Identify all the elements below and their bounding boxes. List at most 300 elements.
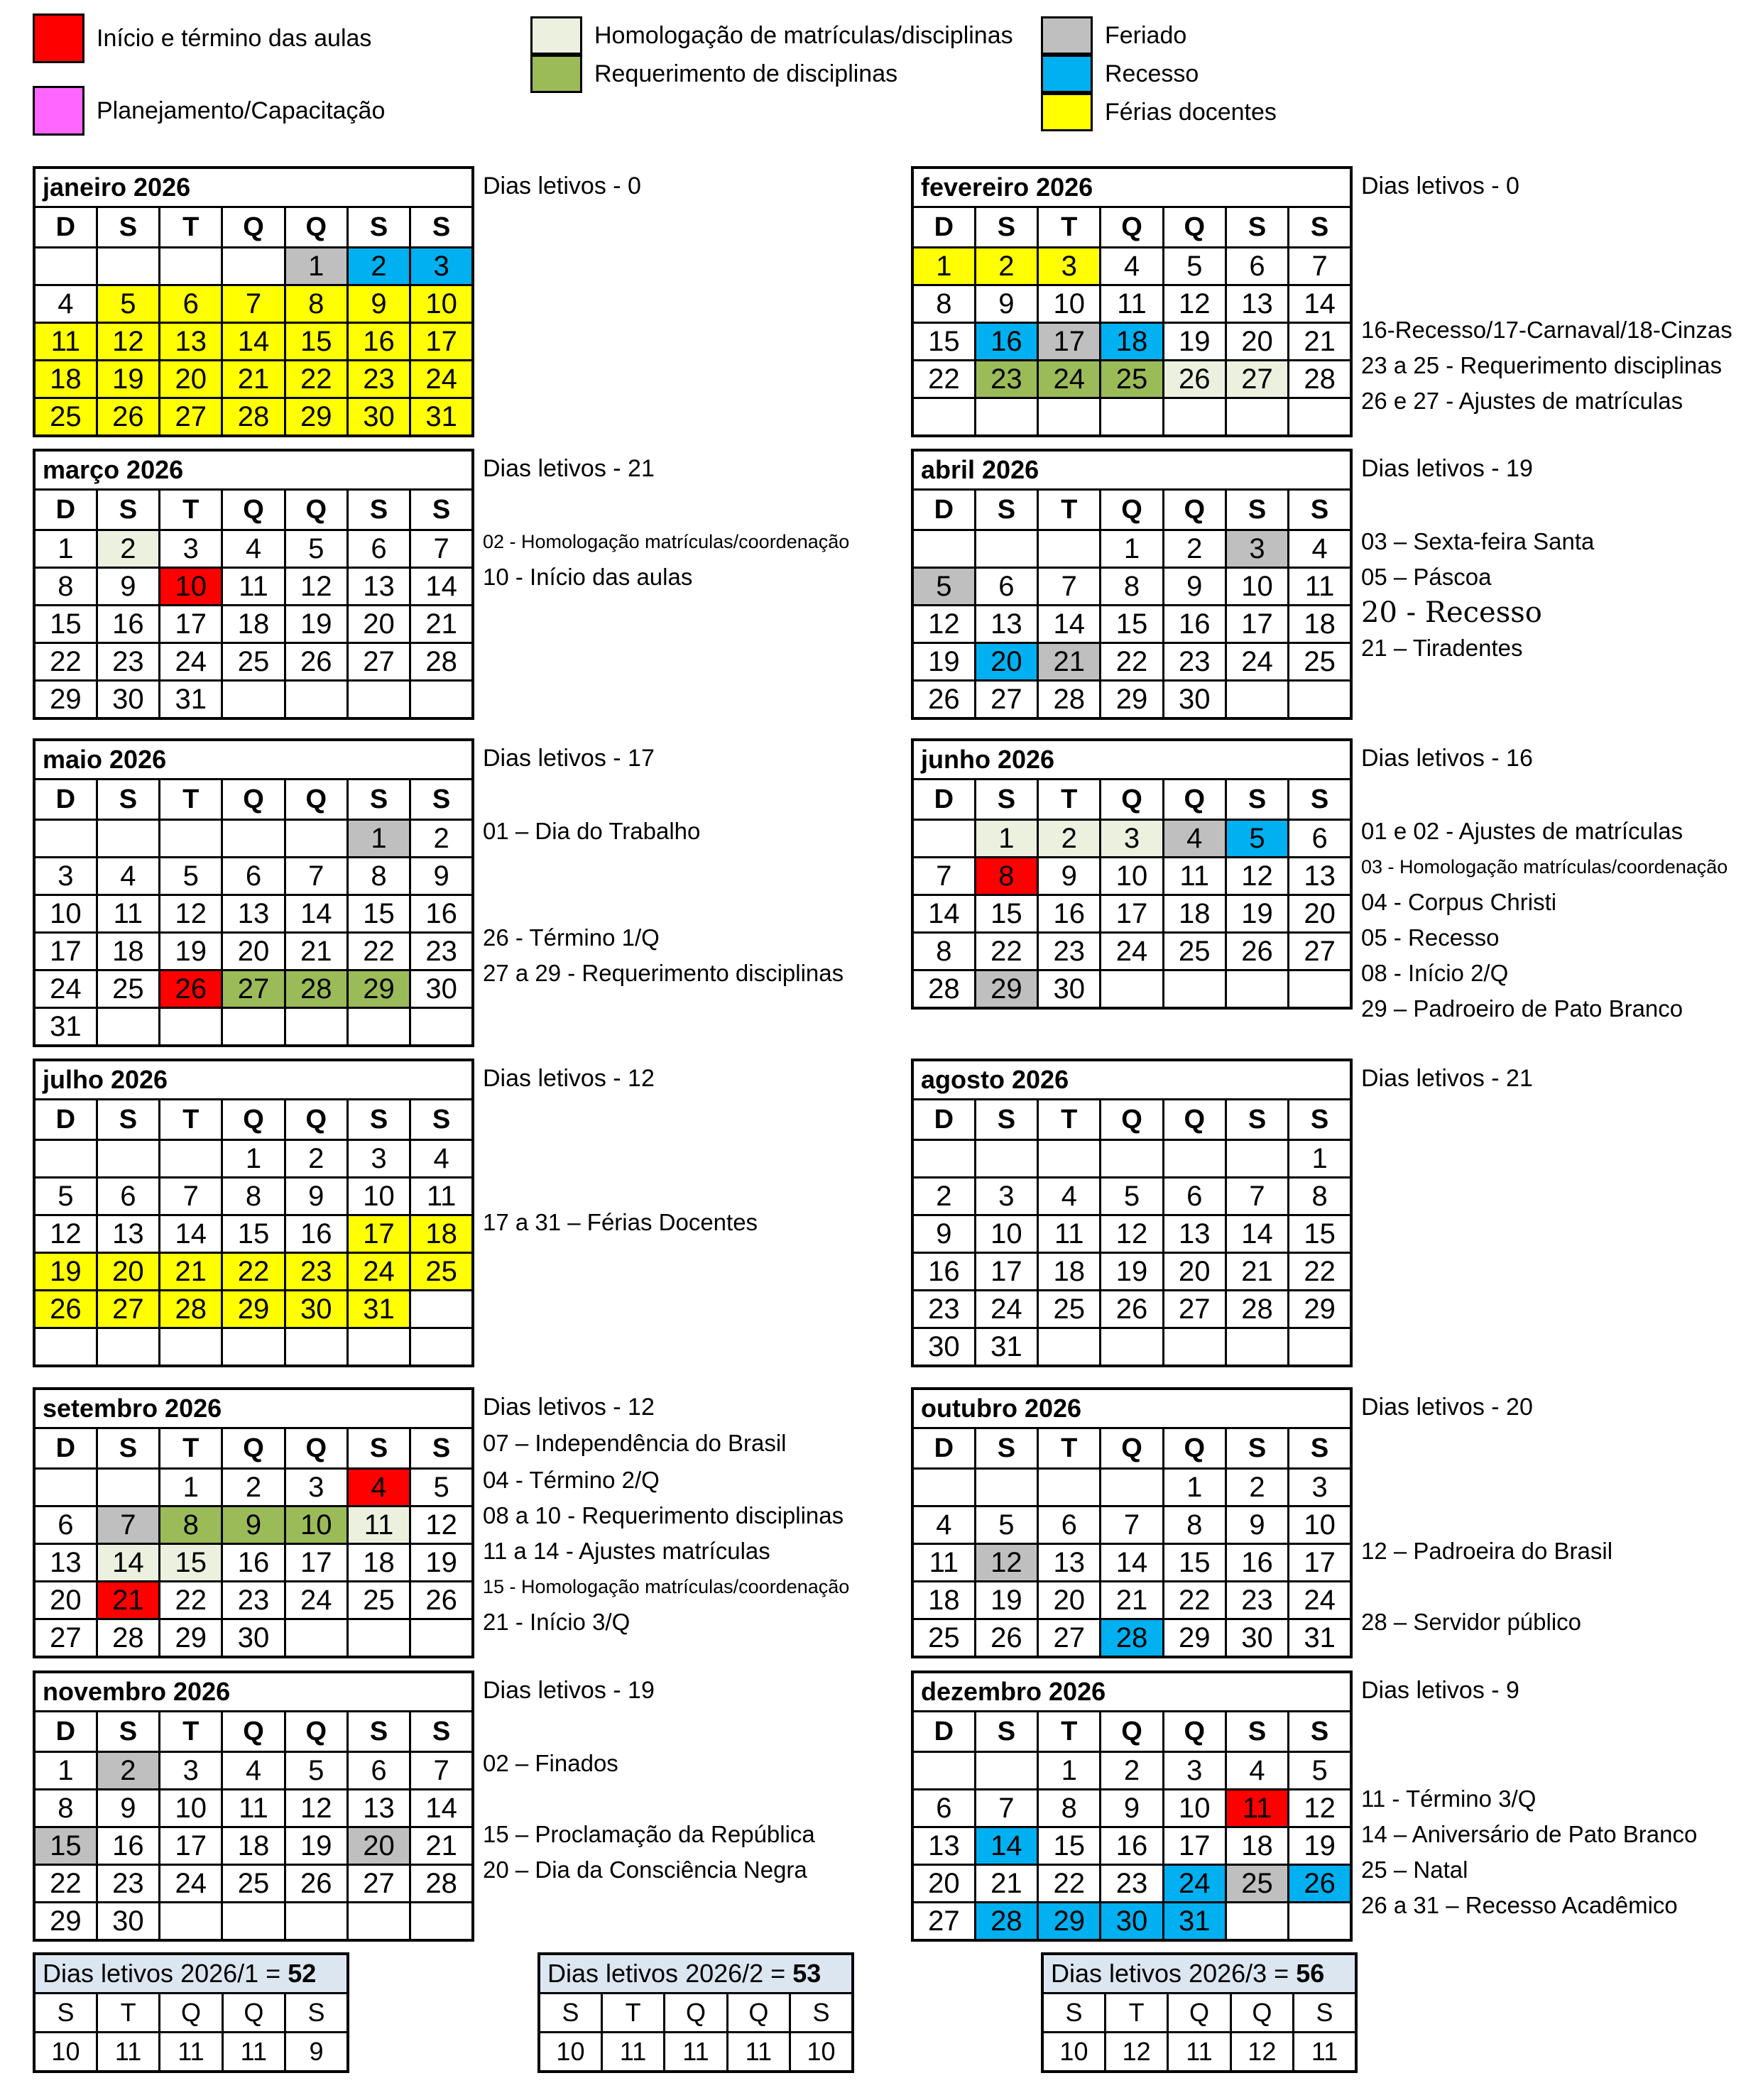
day-cell: 19: [34, 1253, 97, 1291]
weekday-header: S: [1289, 1428, 1351, 1469]
day-cell: 12: [97, 323, 159, 361]
day-cell: 19: [975, 1582, 1037, 1619]
day-cell: 4: [347, 1469, 410, 1506]
month-table: [911, 1387, 1353, 1658]
day-cell: 11: [410, 1178, 473, 1215]
day-cell: 21: [1226, 1253, 1288, 1291]
month-title: março 2026: [34, 450, 473, 490]
day-cell: 22: [1289, 1253, 1351, 1291]
summary-total: 53: [792, 1959, 822, 1988]
day-cell: [285, 1903, 347, 1941]
summary-block-2: [537, 1952, 854, 2073]
day-cell: 3: [160, 530, 222, 568]
day-cell: 14: [975, 1827, 1037, 1865]
day-cell: 13: [975, 606, 1037, 643]
day-cell: 1: [34, 1752, 97, 1790]
day-cell: 5: [912, 568, 975, 606]
day-cell: 24: [410, 361, 473, 398]
month-note: 26 - Término 1/Q: [483, 924, 660, 951]
day-cell: 9: [347, 285, 410, 323]
day-cell: 11: [34, 323, 97, 361]
weekday-header: Q: [1163, 490, 1226, 530]
day-cell: 24: [285, 1582, 347, 1619]
legend-swatch-l: [530, 16, 582, 55]
day-cell: 4: [97, 858, 159, 895]
day-cell: [1226, 1903, 1288, 1941]
month-outubro: [911, 1387, 1613, 1658]
day-cell: 24: [347, 1253, 410, 1291]
day-cell: 17: [1101, 895, 1163, 933]
day-cell: 12: [34, 1215, 97, 1253]
day-cell: 16: [1038, 895, 1101, 933]
day-cell: 11: [1289, 568, 1351, 606]
weekday-header: Q: [222, 1428, 285, 1469]
day-cell: [97, 1008, 159, 1046]
day-cell: 30: [347, 398, 410, 437]
day-cell: 31: [347, 1291, 410, 1328]
day-cell: [347, 1903, 410, 1941]
day-cell: 2: [97, 530, 159, 568]
day-cell: 27: [1226, 361, 1288, 398]
day-cell: 17: [160, 1827, 222, 1865]
weekday-header: Q: [285, 1100, 347, 1140]
day-cell: 18: [222, 1827, 285, 1865]
day-cell: 21: [285, 933, 347, 970]
day-cell: [34, 1469, 97, 1506]
day-cell: 18: [1101, 323, 1163, 361]
day-cell: 4: [222, 1752, 285, 1790]
day-cell: 11: [97, 895, 159, 933]
month-note: 02 – Finados: [483, 1750, 618, 1776]
month-table: [33, 1387, 474, 1658]
day-cell: 4: [410, 1140, 473, 1178]
month-title: julho 2026: [34, 1060, 473, 1100]
summary-title: [34, 1954, 348, 1994]
day-cell: 20: [1289, 895, 1351, 933]
weekday-header: S: [347, 1428, 410, 1469]
day-cell: [975, 1752, 1037, 1790]
day-cell: 10: [1226, 568, 1288, 606]
month-note: 29 – Padroeiro de Pato Branco: [1361, 995, 1683, 1022]
day-cell: [1226, 398, 1288, 437]
dias-letivos-label: Dias letivos - 0: [1361, 173, 1519, 199]
day-cell: [222, 248, 285, 285]
day-cell: 19: [285, 1827, 347, 1865]
day-cell: 1: [912, 248, 975, 285]
month-title: dezembro 2026: [912, 1672, 1351, 1712]
weekday-header: S: [347, 490, 410, 530]
weekday-header: S: [97, 780, 159, 820]
legend-label: Requerimento de disciplinas: [594, 60, 898, 87]
day-cell: 8: [347, 858, 410, 895]
summary-table: [537, 1952, 854, 2073]
day-cell: 29: [1038, 1903, 1101, 1941]
summary-weekday-header: Q: [1168, 1994, 1230, 2033]
day-cell: 12: [912, 606, 975, 643]
day-cell: 29: [160, 1619, 222, 1658]
day-cell: [1163, 398, 1226, 437]
day-cell: [34, 1328, 97, 1367]
day-cell: [1038, 1469, 1101, 1506]
day-cell: 14: [912, 895, 975, 933]
day-cell: 3: [410, 248, 473, 285]
month-junho: [911, 738, 1728, 1022]
day-cell: 19: [160, 933, 222, 970]
day-cell: [160, 820, 222, 858]
day-cell: 17: [1038, 323, 1101, 361]
day-cell: 2: [222, 1469, 285, 1506]
day-cell: 13: [34, 1544, 97, 1582]
day-cell: 26: [285, 643, 347, 681]
summary-title: [1042, 1954, 1356, 1994]
summary-weekday-header: T: [1105, 1994, 1167, 2033]
summary-weekday-header: Q: [222, 1994, 285, 2033]
day-cell: 20: [1226, 323, 1288, 361]
day-cell: 8: [912, 285, 975, 323]
day-cell: 10: [160, 568, 222, 606]
day-cell: 30: [1226, 1619, 1288, 1658]
day-cell: 13: [160, 323, 222, 361]
day-cell: 7: [97, 1506, 159, 1544]
weekday-header: S: [410, 780, 473, 820]
dias-letivos-label: Dias letivos - 20: [1361, 1394, 1533, 1421]
legend-label: Início e término das aulas: [97, 25, 372, 52]
day-cell: 6: [222, 858, 285, 895]
day-cell: 10: [1289, 1506, 1351, 1544]
day-cell: 7: [1226, 1178, 1288, 1215]
day-cell: 5: [97, 285, 159, 323]
day-cell: [1038, 530, 1101, 568]
day-cell: 11: [222, 568, 285, 606]
day-cell: 23: [347, 361, 410, 398]
day-cell: 4: [34, 285, 97, 323]
day-cell: 9: [1038, 858, 1101, 895]
day-cell: 9: [97, 1790, 159, 1827]
day-cell: 26: [1101, 1291, 1163, 1328]
day-cell: 5: [1101, 1178, 1163, 1215]
day-cell: 8: [285, 285, 347, 323]
summary-weekday-header: Q: [160, 1994, 222, 2033]
day-cell: [1101, 398, 1163, 437]
month-note: 15 – Proclamação da República: [483, 1821, 815, 1847]
day-cell: [1038, 1328, 1101, 1367]
day-cell: 1: [34, 530, 97, 568]
day-cell: 14: [1226, 1215, 1288, 1253]
month-note: 23 a 25 - Requerimento disciplinas: [1361, 352, 1723, 378]
day-cell: 10: [1038, 285, 1101, 323]
day-cell: 8: [34, 1790, 97, 1827]
day-cell: 14: [222, 323, 285, 361]
day-cell: 18: [1163, 895, 1226, 933]
day-cell: 3: [285, 1469, 347, 1506]
day-cell: 7: [912, 858, 975, 895]
weekday-header: T: [1038, 207, 1101, 248]
summary-value-cell: 11: [727, 2033, 790, 2072]
summary-weekday-header: S: [34, 1994, 97, 2033]
weekday-header: Q: [222, 780, 285, 820]
weekday-header: S: [1289, 1712, 1351, 1752]
day-cell: 10: [410, 285, 473, 323]
day-cell: 26: [1226, 933, 1288, 970]
summary-weekday-header: S: [790, 1994, 853, 2033]
weekday-header: D: [34, 780, 97, 820]
day-cell: 19: [1101, 1253, 1163, 1291]
month-note: 25 – Natal: [1361, 1856, 1468, 1883]
weekday-header: S: [1289, 490, 1351, 530]
day-cell: 13: [1289, 858, 1351, 895]
legend-swatch-r: [33, 13, 84, 63]
day-cell: 29: [34, 1903, 97, 1941]
weekday-header: D: [912, 490, 975, 530]
legend-label: Planejamento/Capacitação: [97, 97, 386, 124]
day-cell: 18: [34, 361, 97, 398]
day-cell: [912, 1752, 975, 1790]
day-cell: 23: [1101, 1865, 1163, 1903]
day-cell: 17: [285, 1544, 347, 1582]
month-note: 04 - Corpus Christi: [1361, 889, 1557, 915]
day-cell: 4: [1101, 248, 1163, 285]
day-cell: 23: [97, 1865, 159, 1903]
day-cell: 23: [1038, 933, 1101, 970]
weekday-header: Q: [1101, 490, 1163, 530]
day-cell: 5: [1289, 1752, 1351, 1790]
day-cell: 8: [1163, 1506, 1226, 1544]
summary-weekday-header: Q: [727, 1994, 790, 2033]
weekday-header: D: [34, 1428, 97, 1469]
day-cell: 22: [160, 1582, 222, 1619]
day-cell: 12: [1101, 1215, 1163, 1253]
day-cell: 31: [160, 681, 222, 719]
day-cell: 1: [285, 248, 347, 285]
day-cell: [975, 398, 1037, 437]
day-cell: 23: [410, 933, 473, 970]
day-cell: 9: [285, 1178, 347, 1215]
dias-letivos-label: Dias letivos - 19: [483, 1677, 655, 1704]
day-cell: 8: [34, 568, 97, 606]
day-cell: 9: [222, 1506, 285, 1544]
day-cell: 6: [1226, 248, 1288, 285]
day-cell: 3: [1038, 248, 1101, 285]
month-note: 10 - Início das aulas: [483, 564, 693, 590]
weekday-header: Q: [1163, 1428, 1226, 1469]
day-cell: 28: [285, 970, 347, 1008]
weekday-header: S: [410, 1712, 473, 1752]
day-cell: 5: [1226, 820, 1288, 858]
day-cell: 24: [160, 643, 222, 681]
day-cell: 10: [285, 1506, 347, 1544]
weekday-header: T: [1038, 490, 1101, 530]
day-cell: 29: [285, 398, 347, 437]
day-cell: [285, 1328, 347, 1367]
day-cell: [1226, 970, 1288, 1009]
day-cell: 27: [160, 398, 222, 437]
day-cell: [975, 1469, 1037, 1506]
day-cell: 16: [912, 1253, 975, 1291]
summary-weekday-header: S: [1294, 1994, 1356, 2033]
day-cell: 27: [222, 970, 285, 1008]
day-cell: [222, 1008, 285, 1046]
day-cell: 26: [1163, 361, 1226, 398]
month-title: junho 2026: [912, 740, 1351, 780]
summary-value-cell: 10: [1042, 2033, 1105, 2072]
dias-letivos-label: Dias letivos - 19: [1361, 455, 1533, 482]
day-cell: 5: [160, 858, 222, 895]
summary-title-text: Dias letivos 2026/3 =: [1051, 1959, 1297, 1988]
month-note: 20 - Recesso: [1361, 596, 1542, 629]
day-cell: 1: [1101, 530, 1163, 568]
day-cell: 6: [1038, 1506, 1101, 1544]
summary-value-cell: 11: [1294, 2033, 1356, 2072]
day-cell: 7: [1289, 248, 1351, 285]
day-cell: 11: [1038, 1215, 1101, 1253]
day-cell: 3: [1163, 1752, 1226, 1790]
day-cell: [97, 1328, 159, 1367]
day-cell: 18: [1038, 1253, 1101, 1291]
day-cell: 7: [222, 285, 285, 323]
day-cell: 19: [1289, 1827, 1351, 1865]
day-cell: [1101, 970, 1163, 1009]
day-cell: 16: [97, 606, 159, 643]
dias-letivos-label: Dias letivos - 21: [1361, 1065, 1533, 1092]
day-cell: 4: [222, 530, 285, 568]
weekday-header: S: [1226, 780, 1288, 820]
weekday-header: Q: [285, 1712, 347, 1752]
day-cell: [160, 248, 222, 285]
dias-letivos-label: Dias letivos - 9: [1361, 1677, 1519, 1704]
day-cell: [1226, 681, 1288, 719]
day-cell: 8: [160, 1506, 222, 1544]
month-table: [33, 1059, 474, 1367]
day-cell: [1163, 1140, 1226, 1178]
day-cell: 20: [222, 933, 285, 970]
weekday-header: S: [975, 490, 1037, 530]
day-cell: 24: [34, 970, 97, 1008]
day-cell: 18: [1226, 1827, 1288, 1865]
day-cell: [222, 820, 285, 858]
day-cell: [347, 1619, 410, 1658]
month-julho: [33, 1059, 758, 1367]
month-note: 11 - Término 3/Q: [1361, 1785, 1537, 1812]
day-cell: 29: [1163, 1619, 1226, 1658]
day-cell: 8: [975, 858, 1037, 895]
day-cell: 13: [222, 895, 285, 933]
day-cell: 25: [222, 1865, 285, 1903]
day-cell: 28: [1038, 681, 1101, 719]
month-table: [911, 449, 1353, 720]
day-cell: 14: [285, 895, 347, 933]
day-cell: 13: [97, 1215, 159, 1253]
month-title: abril 2026: [912, 450, 1351, 490]
weekday-header: S: [1226, 207, 1288, 248]
day-cell: 13: [1038, 1544, 1101, 1582]
weekday-header: S: [97, 1712, 159, 1752]
day-cell: 18: [912, 1582, 975, 1619]
summary-title-text: Dias letivos 2026/1 =: [43, 1959, 288, 1988]
day-cell: 17: [1226, 606, 1288, 643]
day-cell: 2: [410, 820, 473, 858]
day-cell: [222, 1903, 285, 1941]
summary-block-1: [33, 1952, 349, 2073]
day-cell: 9: [97, 568, 159, 606]
day-cell: 12: [285, 1790, 347, 1827]
weekday-header: D: [912, 1428, 975, 1469]
weekday-header: S: [410, 207, 473, 248]
legend-swatch-m: [33, 86, 84, 136]
day-cell: 4: [1038, 1178, 1101, 1215]
day-cell: 5: [285, 530, 347, 568]
weekday-header: T: [160, 207, 222, 248]
summary-value-cell: 11: [665, 2033, 727, 2072]
month-table: [911, 1670, 1353, 1942]
day-cell: 20: [1038, 1582, 1101, 1619]
day-cell: 17: [410, 323, 473, 361]
day-cell: 18: [222, 606, 285, 643]
day-cell: 28: [1289, 361, 1351, 398]
day-cell: 28: [912, 970, 975, 1009]
day-cell: [1289, 1328, 1351, 1367]
weekday-header: D: [912, 207, 975, 248]
month-note: 15 - Homologação matrículas/coordenação: [483, 1576, 850, 1597]
day-cell: 13: [1226, 285, 1288, 323]
month-table: [911, 738, 1353, 1010]
day-cell: 30: [912, 1328, 975, 1367]
dias-letivos-label: Dias letivos - 0: [483, 173, 641, 199]
day-cell: 24: [1163, 1865, 1226, 1903]
day-cell: [912, 1140, 975, 1178]
day-cell: [1163, 1328, 1226, 1367]
day-cell: [34, 248, 97, 285]
weekday-header: S: [1226, 490, 1288, 530]
day-cell: 26: [160, 970, 222, 1008]
day-cell: 6: [347, 530, 410, 568]
day-cell: 26: [975, 1619, 1037, 1658]
day-cell: 18: [97, 933, 159, 970]
day-cell: [1226, 1328, 1288, 1367]
weekday-header: T: [160, 1712, 222, 1752]
day-cell: 16: [285, 1215, 347, 1253]
day-cell: 25: [1101, 361, 1163, 398]
day-cell: 21: [97, 1582, 159, 1619]
day-cell: 13: [912, 1827, 975, 1865]
day-cell: 31: [975, 1328, 1037, 1367]
day-cell: 13: [347, 568, 410, 606]
day-cell: 27: [97, 1291, 159, 1328]
day-cell: 7: [410, 1752, 473, 1790]
weekday-header: Q: [1101, 780, 1163, 820]
day-cell: 15: [34, 606, 97, 643]
day-cell: [912, 1469, 975, 1506]
day-cell: 2: [912, 1178, 975, 1215]
day-cell: 25: [1038, 1291, 1101, 1328]
day-cell: 29: [975, 970, 1037, 1009]
day-cell: 26: [1289, 1865, 1351, 1903]
day-cell: 27: [347, 1865, 410, 1903]
day-cell: 16: [97, 1827, 159, 1865]
weekday-header: S: [347, 1100, 410, 1140]
month-fevereiro: [911, 166, 1732, 437]
day-cell: 6: [347, 1752, 410, 1790]
day-cell: 12: [1289, 1790, 1351, 1827]
weekday-header: S: [1226, 1712, 1288, 1752]
day-cell: 17: [1289, 1544, 1351, 1582]
summary-value-cell: 12: [1230, 2033, 1293, 2072]
weekday-header: S: [97, 207, 159, 248]
month-note: 08 - Início 2/Q: [1361, 960, 1509, 986]
weekday-header: Q: [1163, 1712, 1226, 1752]
month-title: fevereiro 2026: [912, 168, 1351, 207]
day-cell: [410, 1903, 473, 1941]
day-cell: 14: [410, 568, 473, 606]
